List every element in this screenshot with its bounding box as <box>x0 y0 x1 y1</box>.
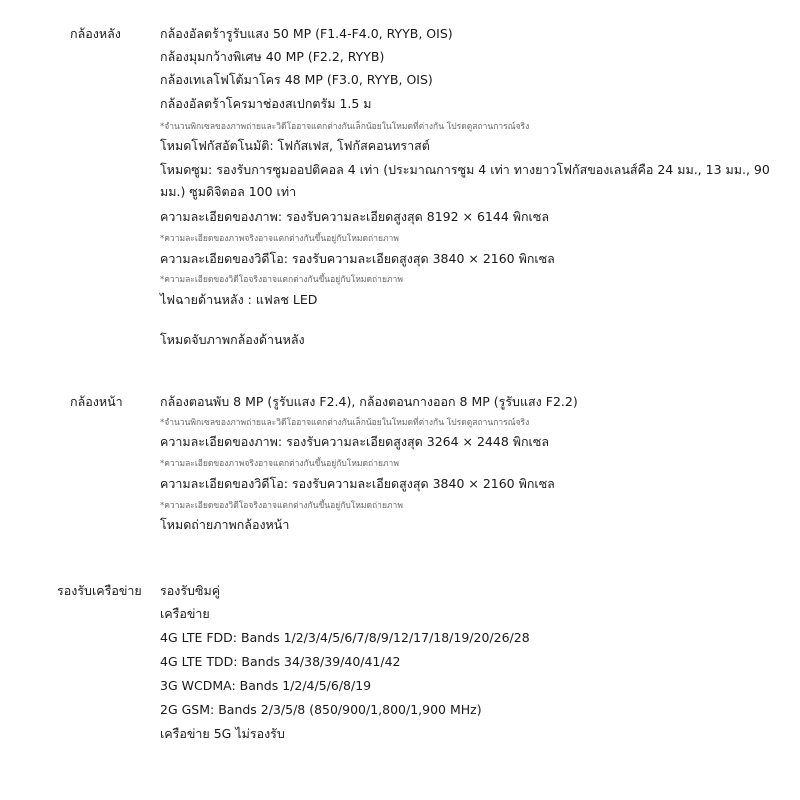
front-video-resolution: ความละเอียดของวิดีโอ: รองรับความละเอียดสูงสุด 3840 × 2160 พิกเซล <box>160 476 555 491</box>
front-photo-resolution: ความละเอียดของภาพ: รองรับความละเอียดสูงสุด 3264 × 2448 พิกเซล <box>160 434 549 449</box>
front-camera-sensors: กล้องตอนพับ 8 MP (รูรับแสง F2.4), กล้องตอนกางออก 8 MP (รูรับแสง F2.2) <box>160 394 578 409</box>
rear-photo-note: *ความละเอียดของภาพจริงอาจแตกต่างกันขึ้นอยู่กับโหมดถ่ายภาพ <box>160 234 399 244</box>
rear-photo-resolution: ความละเอียดของภาพ: รองรับความละเอียดสูงสุด 8192 × 6144 พิกเซล <box>160 209 549 224</box>
rear-zoom: โหมดซูม: รองรับการซูมออปติคอล 4 เท่า (ประมาณการซูม 4 เท่า ทางยาวโฟกัสของเลนส์คือ 24 มม., 13 มม., 90 มม.) ซูมดิจิตอล 100 เท่า <box>160 162 770 199</box>
network-4g-fdd: 4G LTE FDD: Bands 1/2/3/4/5/6/7/8/9/12/17/18/19/20/26/28 <box>160 630 530 645</box>
network-4g-tdd: 4G LTE TDD: Bands 34/38/39/40/41/42 <box>160 654 401 669</box>
front-photo-note: *ความละเอียดของภาพจริงอาจแตกต่างกันขึ้นอยู่กับโหมดถ่ายภาพ <box>160 459 399 469</box>
network-5g: เครือข่าย 5G ไม่รองรับ <box>160 726 285 741</box>
front-capture-modes: โหมดถ่ายภาพกล้องหน้า <box>160 517 290 532</box>
network-dual-sim: รองรับซิมคู่ <box>160 583 221 598</box>
rear-telephoto-camera: กล้องเทเลโฟโต้มาโคร 48 MP (F3.0, RYYB, OIS) <box>160 72 433 87</box>
network-label: รองรับเครือข่าย <box>57 583 142 598</box>
front-video-note: *ความละเอียดของวิดีโอจริงอาจแตกต่างกันขึ้นอยู่กับโหมดถ่ายภาพ <box>160 501 403 511</box>
rear-camera-label: กล้องหลัง <box>70 26 121 41</box>
rear-chroma-camera: กล้องอัลตร้าโครมาช่องสเปกตรัม 1.5 ม <box>160 96 372 111</box>
network-heading: เครือข่าย <box>160 606 210 621</box>
rear-ultrawide-camera: กล้องมุมกว้างพิเศษ 40 MP (F2.2, RYYB) <box>160 49 385 64</box>
network-2g-gsm: 2G GSM: Bands 2/3/5/8 (850/900/1,800/1,900 MHz) <box>160 702 482 717</box>
rear-capture-modes: โหมดจับภาพกล้องด้านหลัง <box>160 332 305 347</box>
rear-video-resolution: ความละเอียดของวิดีโอ: รองรับความละเอียดสูงสุด 3840 × 2160 พิกเซล <box>160 251 555 266</box>
front-camera-label: กล้องหน้า <box>70 394 123 409</box>
rear-main-camera: กล้องอัลตร้ารูรับแสง 50 MP (F1.4-F4.0, RYYB, OIS) <box>160 26 453 41</box>
rear-autofocus: โหมดโฟกัสอัตโนมัติ: โฟกัสเฟส, โฟกัสคอนทราสต์ <box>160 138 430 153</box>
network-3g-wcdma: 3G WCDMA: Bands 1/2/4/5/6/8/19 <box>160 678 372 693</box>
rear-video-note: *ความละเอียดของวิดีโอจริงอาจแตกต่างกันขึ้นอยู่กับโหมดถ่ายภาพ <box>160 275 403 285</box>
front-pixels-note: *จำนวนพิกเซลของภาพถ่ายและวิดีโออาจแตกต่างกันเล็กน้อยในโหมดที่ต่างกัน โปรดดูสถานการณ์จริง <box>160 418 530 428</box>
rear-pixels-note: *จำนวนพิกเซลของภาพถ่ายและวิดีโออาจแตกต่างกันเล็กน้อยในโหมดที่ต่างกัน โปรดดูสถานการณ์จริง <box>160 122 530 132</box>
rear-flash: ไฟฉายด้านหลัง : แฟลช LED <box>160 292 318 307</box>
